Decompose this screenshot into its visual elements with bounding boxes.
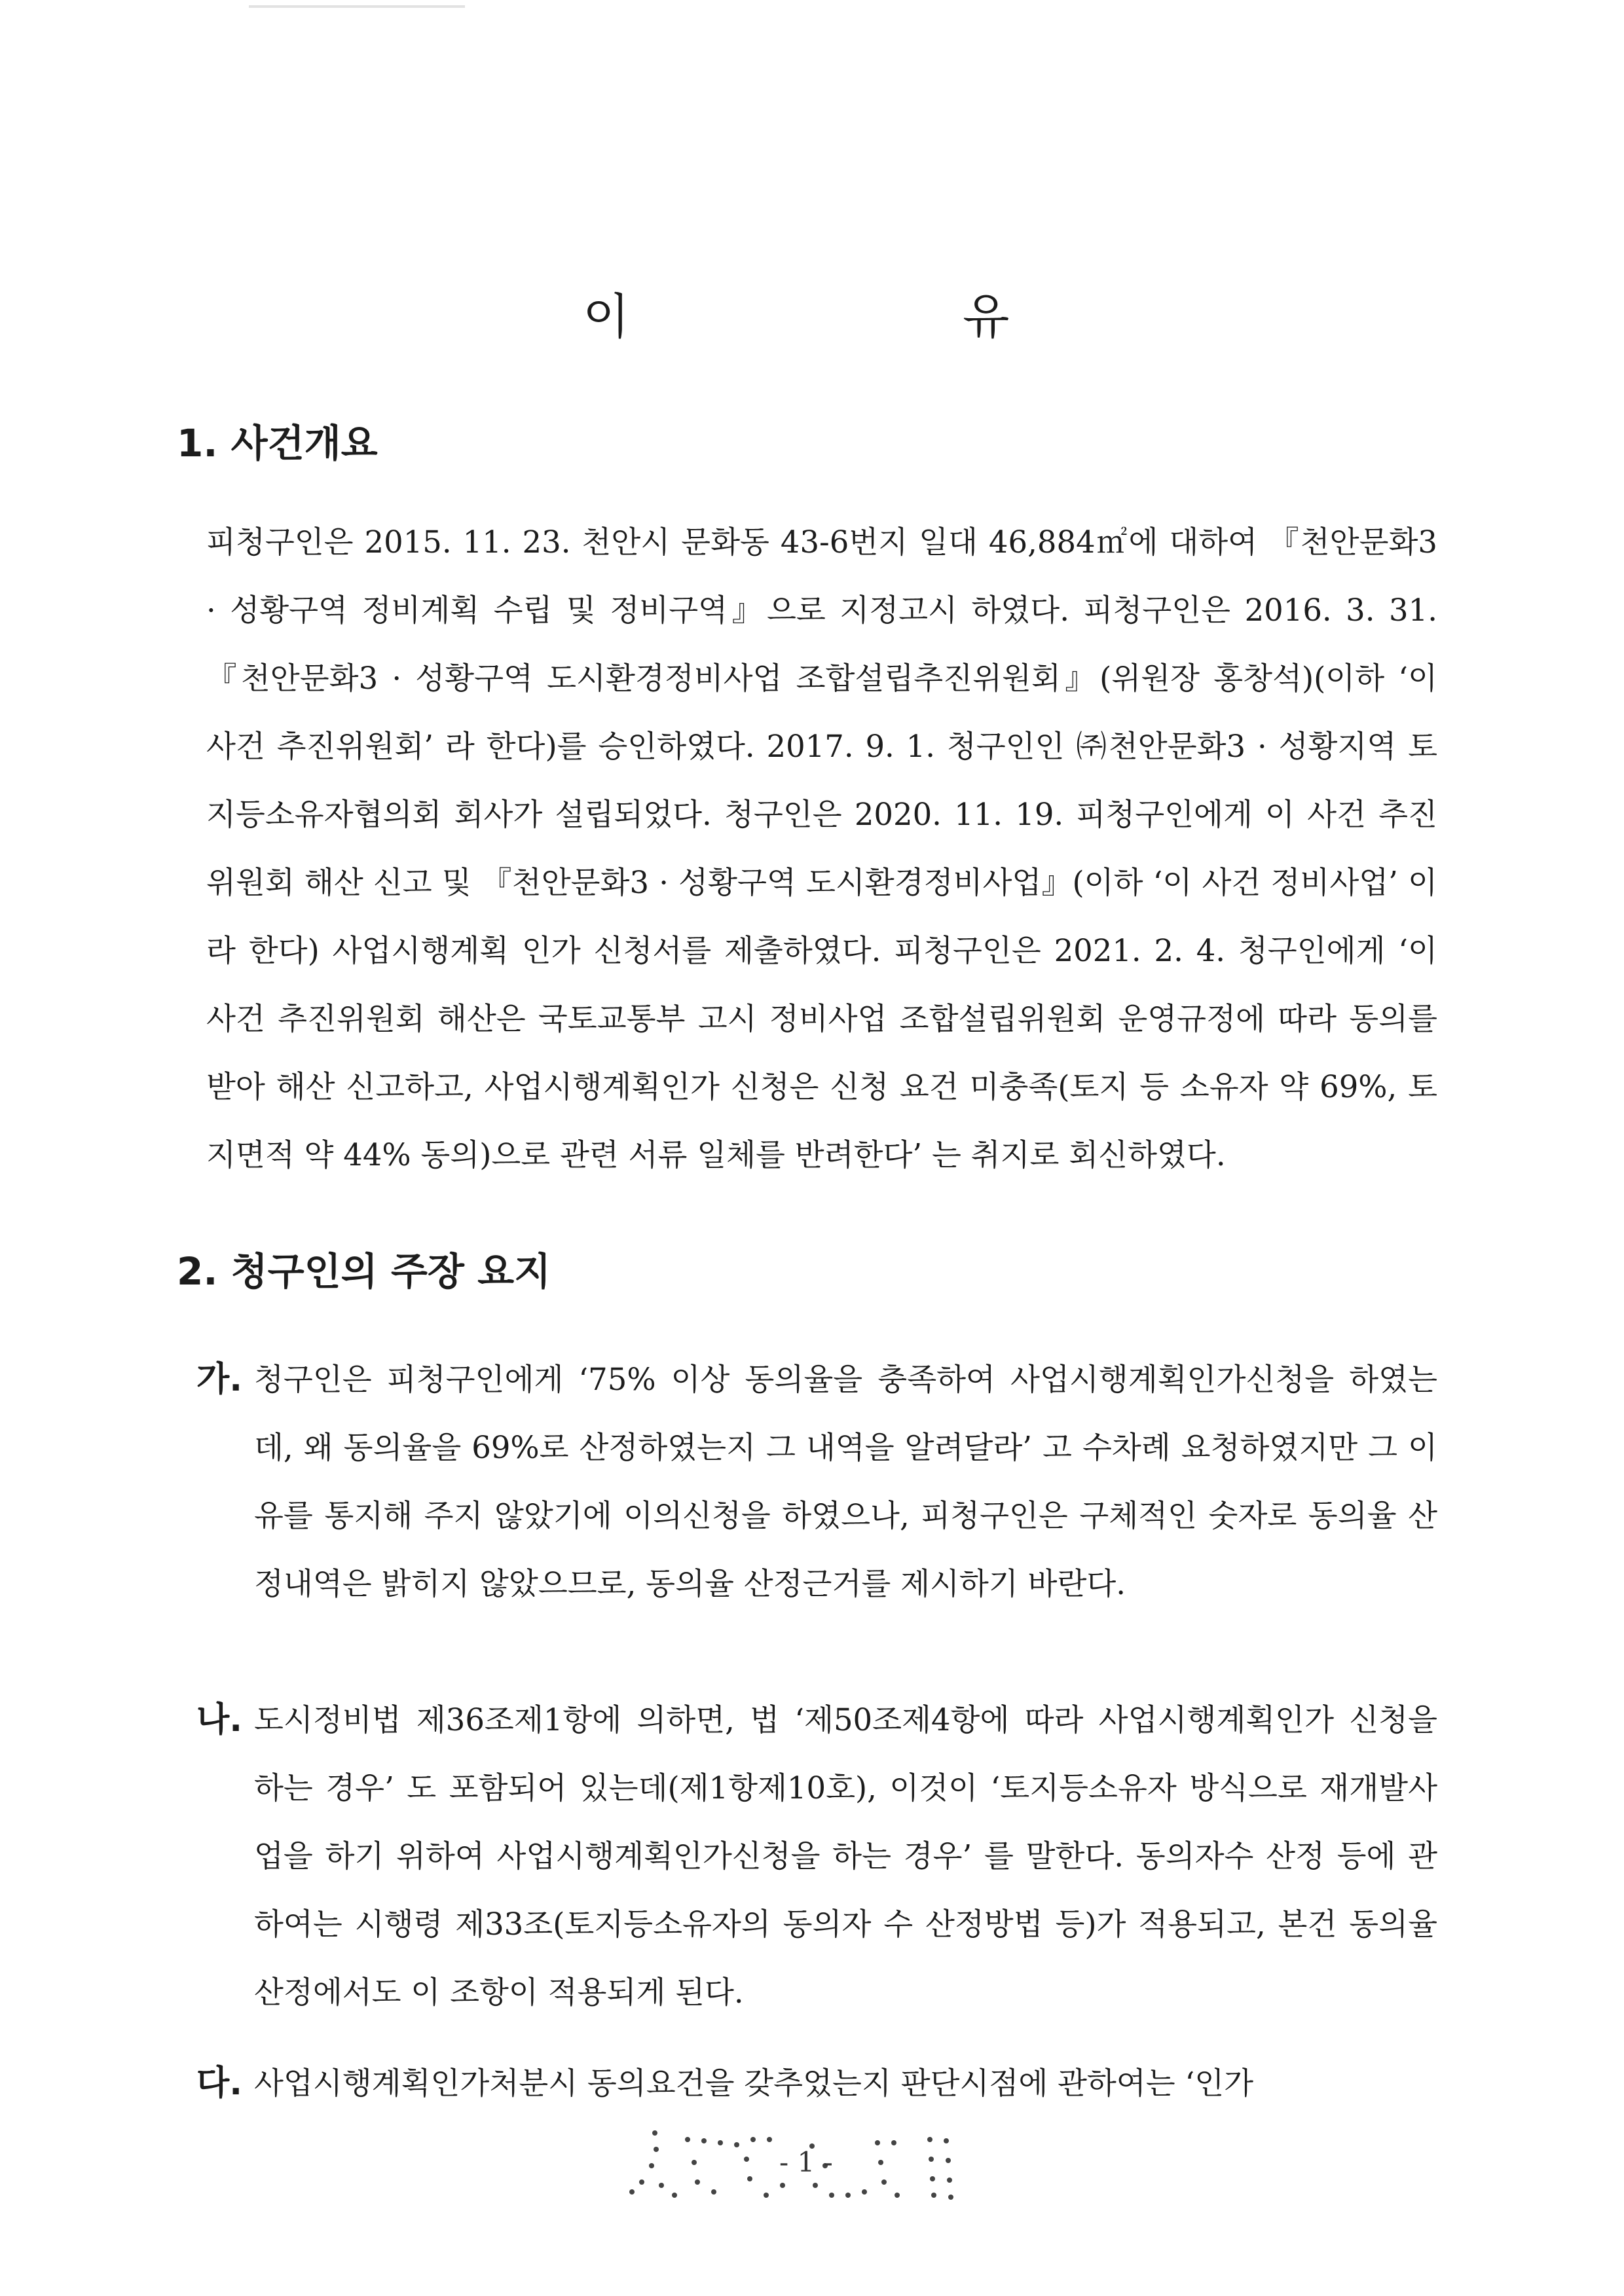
title-char-2: 유 — [963, 289, 1011, 345]
claim-text: 청구인은 피청구인에게 ‘75% 이상 동의율을 충족하여 사업시행계획인가신청을 하였는데, 왜 동의율을 69%로 산정하였는지 그 내역을 알려달라’ 고 수차례 요청하였지만 그 이유를 통지해 주지 않았기에 이의신청을 하였으나, 피청구인은 구체적인 숫자로 동의율 산정내역은 밝히지 않았으므로, 동의율 산정근거를 제시하기 바란다. — [254, 1362, 1437, 1601]
section-heading-overview: 1. 사건개요 — [177, 421, 378, 465]
scan-artifact — [249, 5, 465, 8]
claim-marker: 가. — [196, 1360, 242, 1399]
claim-marker: 나. — [196, 1700, 242, 1740]
claim-text: 도시정비법 제36조제1항에 의하면, 법 ‘제50조제4항에 따라 사업시행계획인가 신청을 하는 경우’ 도 포함되어 있는데(제1항제10호), 이것이 ‘토지등소유자 방식으로 재개발사업을 하기 위하여 사업시행계획인가신청을 하는 경우’ 를 말한다. 동의자수 산정 등에 관하여는 시행령 제33조(토지등소유자의 동의자 수 산정방법 등)가 적용되고, 본건 동의율 산정에서도 이 조항이 적용되게 된다. — [254, 1702, 1437, 2010]
title-char-1: 이 — [583, 289, 631, 345]
claim-text: 사업시행계획인가처분시 동의요건을 갖추었는지 판단시점에 관하여는 ‘인가 — [254, 2066, 1254, 2101]
section-heading-claims: 2. 청구인의 주장 요지 — [177, 1249, 551, 1294]
page-footer — [616, 2120, 1008, 2205]
overview-paragraph: 피청구인은 2015. 11. 23. 천안시 문화동 43-6번지 일대 46,884㎡에 대하여 『천안문화3 · 성황구역 정비계획 수립 및 정비구역』으로 지정고시 하였다. 피청구인은 2016. 3. 31. 『천안문화3 · 성황구역 도시환경정비사업 조합설립추진위원회』(위원장 홍창석)(이하 ‘이 사건 추진위원회’ 라 한다)를 승인하였다. 2017. 9. 1. 청구인인 ㈜천안문화3 · 성황지역 토지등소유자협의회 회사가 설립되었다. 청구인은 2020. 11. 19. 피청구인에게 이 사건 추진위원회 해산 신고 및 『천안문화3 · 성황구역 도시환경정비사업』(이하 ‘이 사건 정비사업’ 이라 한다) 사업시행계획 인가 신청서를 제출하였다. 피청구인은 2021. 2. 4. 청구인에게 ‘이 사건 추진위원회 해산은 국토교통부 고시 정비사업 조합설립위원회 운영규정에 따라 동의를 받아 해산 신고하고, 사업시행계획인가 신청은 신청 요건 미충족(토지 등 소유자 약 69%, 토지면적 약 44% 동의)으로 관련 서류 일체를 반려한다’ 는 취지로 회신하였다. — [206, 524, 1437, 1173]
page-number: - 1 - — [779, 2146, 833, 2178]
claim-marker: 다. — [196, 2064, 242, 2103]
